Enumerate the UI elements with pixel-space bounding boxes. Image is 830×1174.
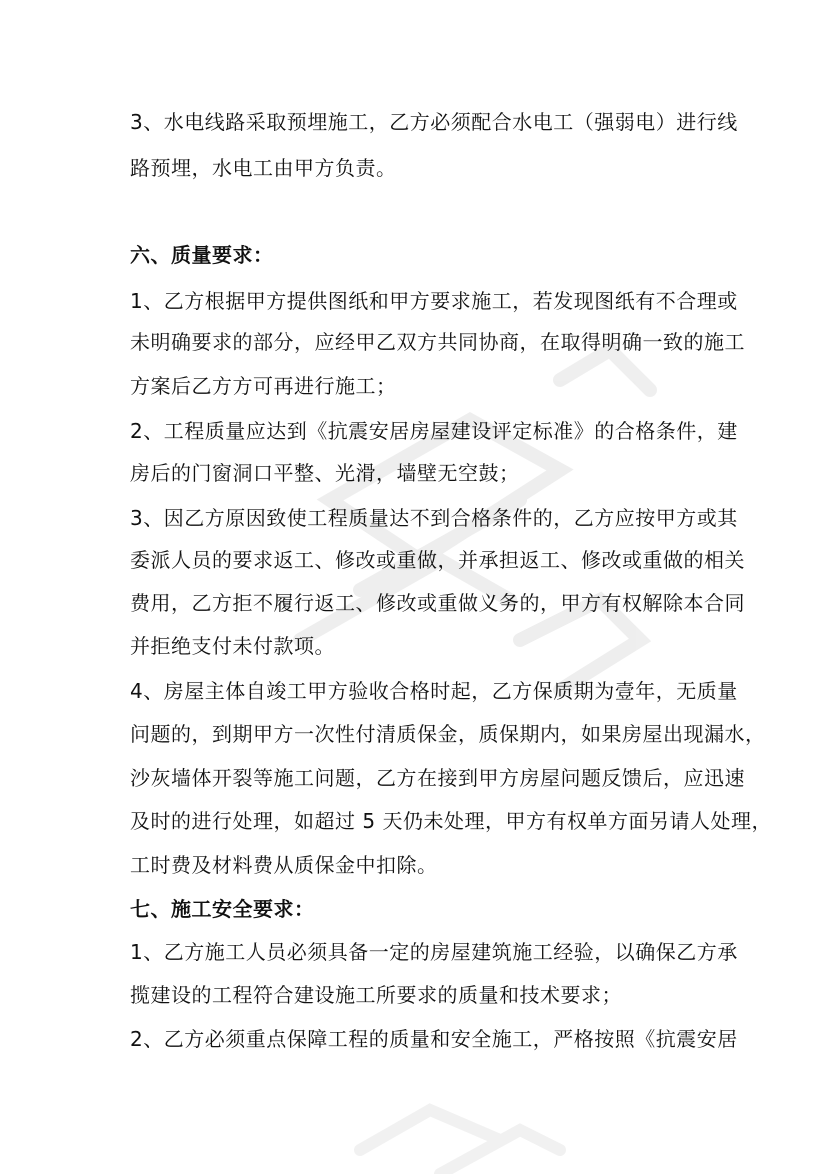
- paragraph-line: 揽建设的工程符合建设施工所要求的质量和技术要求；: [130, 983, 622, 1007]
- paragraph-line: 3、水电线路采取预埋施工，乙方必须配合水电工（强弱电）进行线: [130, 110, 738, 134]
- paragraph-line: 4、房屋主体自竣工甲方验收合格时起，乙方保质期为壹年，无质量: [130, 679, 738, 703]
- paragraph-line: 并拒绝支付未付款项。: [130, 634, 335, 658]
- paragraph-line: 2、乙方必须重点保障工程的质量和安全施工，严格按照《抗震安居: [130, 1027, 738, 1051]
- section-heading-quality: 六、质量要求：: [130, 243, 274, 267]
- section-heading-safety: 七、施工安全要求：: [130, 897, 315, 921]
- paragraph-line: 3、因乙方原因致使工程质量达不到合格条件的，乙方应按甲方或其: [130, 506, 738, 530]
- paragraph-line: 沙灰墙体开裂等施工问题，乙方在接到甲方房屋问题反馈后，应迅速: [130, 766, 745, 790]
- paragraph-line: 费用，乙方拒不履行返工、修改或重做义务的，甲方有权解除本合同: [130, 591, 745, 615]
- paragraph-line: 2、工程质量应达到《抗震安居房屋建设评定标准》的合格条件，建: [130, 419, 738, 443]
- paragraph-line: 工时费及材料费从质保金中扣除。: [130, 853, 438, 877]
- paragraph-line: 房后的门窗洞口平整、光滑，墙壁无空鼓；: [130, 461, 520, 485]
- paragraph-line: 路预埋，水电工由甲方负责。: [130, 156, 397, 180]
- paragraph-line: 1、乙方施工人员必须具备一定的房屋建筑施工经验，以确保乙方承: [130, 940, 738, 964]
- paragraph-line: 方案后乙方方可再进行施工；: [130, 374, 397, 398]
- paragraph-line: 未明确要求的部分，应经甲乙双方共同协商，在取得明确一致的施工: [130, 330, 745, 354]
- paragraph-line: 问题的，到期甲方一次性付清质保金，质保期内，如果房屋出现漏水，: [130, 722, 766, 746]
- paragraph-line: 委派人员的要求返工、修改或重做，并承担返工、修改或重做的相关: [130, 548, 745, 572]
- paragraph-line: 及时的进行处理，如超过 5 天仍未处理，甲方有权单方面另请人处理，: [130, 809, 772, 833]
- paragraph-line: 1、乙方根据甲方提供图纸和甲方要求施工，若发现图纸有不合理或: [130, 289, 738, 313]
